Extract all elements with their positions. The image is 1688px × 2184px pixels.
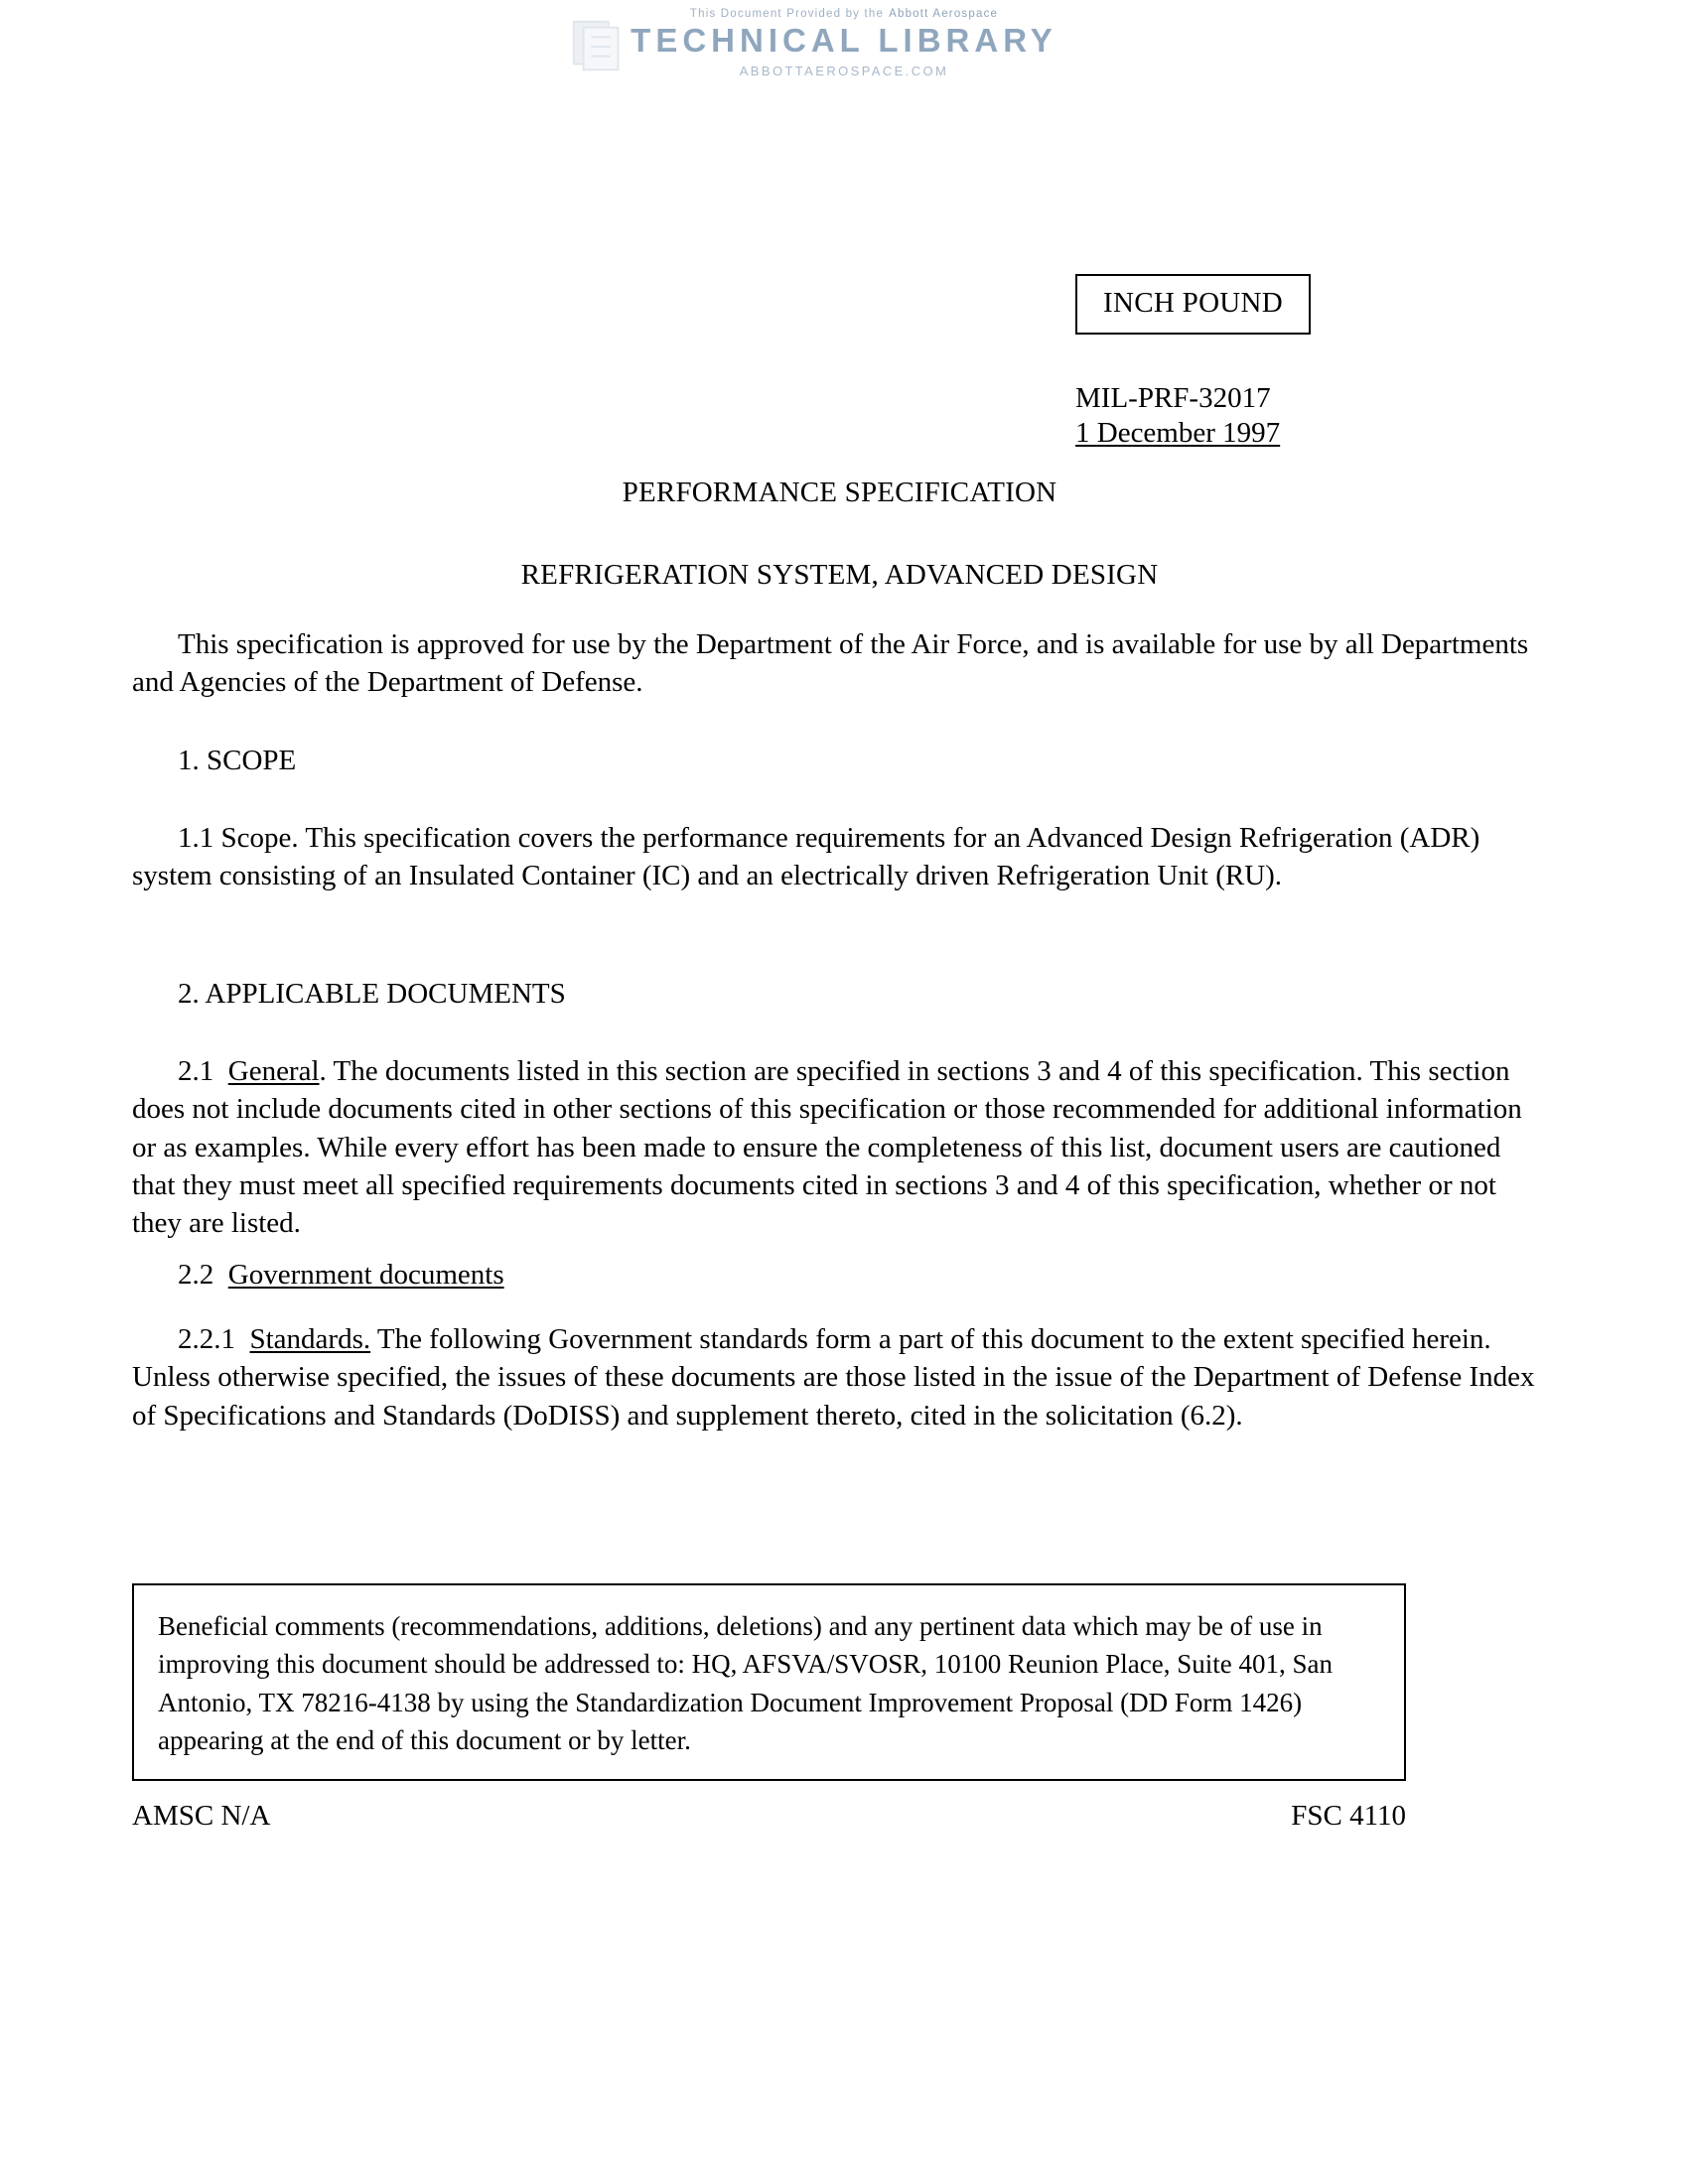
watermark-banner [0, 0, 1688, 99]
watermark-url: ABBOTTAEROSPACE.COM [739, 64, 949, 78]
section-2-2-1-standards [132, 1320, 1547, 1434]
approval-paragraph: This specification is approved for use by the Department of the Air Force, and is available for use by all Departments and Agencies of the Department of Defense. [132, 628, 1529, 699]
spec-type-title: PERFORMANCE SPECIFICATION [622, 477, 1057, 508]
section-2-2-government-documents [132, 1256, 1547, 1294]
document-identifier [1075, 382, 1522, 452]
section-1-1-scope-body: 1.1 Scope. This specification covers the performance requirements for an Advanced Design Refrigeration (ADR) system consisting of an Insulated Container (IC) and an electrically driven Refrigeration Unit (RU). [132, 822, 1480, 892]
section-2-1-body: . The documents listed in this section are specified in sections 3 and 4 of this specification. This section does not include documents cited in other sections of this specification or those recommended for additional information or as examples. While every effort has been made to ensure the completeness of this list, document users are cautioned that they must meet all specified requirements documents cited in sections 3 and 4 of this specification, whether or not they are listed. [132, 1055, 1522, 1240]
section-2-2-label: Government documents [227, 1259, 504, 1291]
section-2-2-1-body: The following Government standards form a part of this document to the extent specified herein. Unless otherwise specified, the issues of these documents are those listed in the issue of the Department of Defense Index of Specifications and Standards (DoDISS) and supplement thereto, cited in the solicitation (6.2). [132, 1323, 1535, 1432]
section-2-1-general [132, 1052, 1547, 1242]
section-2-1-label: General [227, 1055, 320, 1087]
section-2-2-1-label: Standards. [249, 1323, 371, 1355]
page-title [132, 477, 1547, 592]
beneficial-comments-box [132, 1583, 1406, 1781]
section-2-2-1-number: 2.2.1 [178, 1323, 235, 1355]
section-heading-scope: 1. SCOPE [178, 745, 297, 776]
watermark-title: TECHNICAL LIBRARY [631, 22, 1057, 59]
document-date: 1 December 1997 [1075, 417, 1281, 449]
section-heading-applicable-documents: 2. APPLICABLE DOCUMENTS [178, 978, 566, 1010]
footer-fsc: FSC 4110 [1291, 1800, 1406, 1832]
inch-pound-badge: INCH POUND [1075, 274, 1311, 335]
page-footer [132, 1800, 1406, 1833]
beneficial-comments-text: Beneficial comments (recommendations, additions, deletions) and any pertinent data which may be of use in improving this document should be addressed to: HQ, AFSVA/SVOSR, 10100 Reunion Place, Suite 401, San Antonio, TX 78216-4138 by using the Standardization Document Improvement Proposal (DD Form 1426) appearing at the end of this document or by letter. [158, 1611, 1333, 1755]
footer-amsc: AMSC N/A [132, 1800, 271, 1832]
watermark-tagline-prefix: This Document Provided by the [689, 8, 885, 20]
watermark-tagline-brand: Abbott Aerospace [889, 8, 999, 20]
book-stack-icon [570, 16, 632, 77]
section-2-2-number: 2.2 [178, 1259, 214, 1291]
watermark-tagline [566, 4, 1122, 20]
document-number: MIL-PRF-32017 [1075, 382, 1271, 414]
section-2-1-number: 2.1 [178, 1055, 214, 1087]
spec-subject-title: REFRIGERATION SYSTEM, ADVANCED DESIGN [520, 559, 1159, 591]
